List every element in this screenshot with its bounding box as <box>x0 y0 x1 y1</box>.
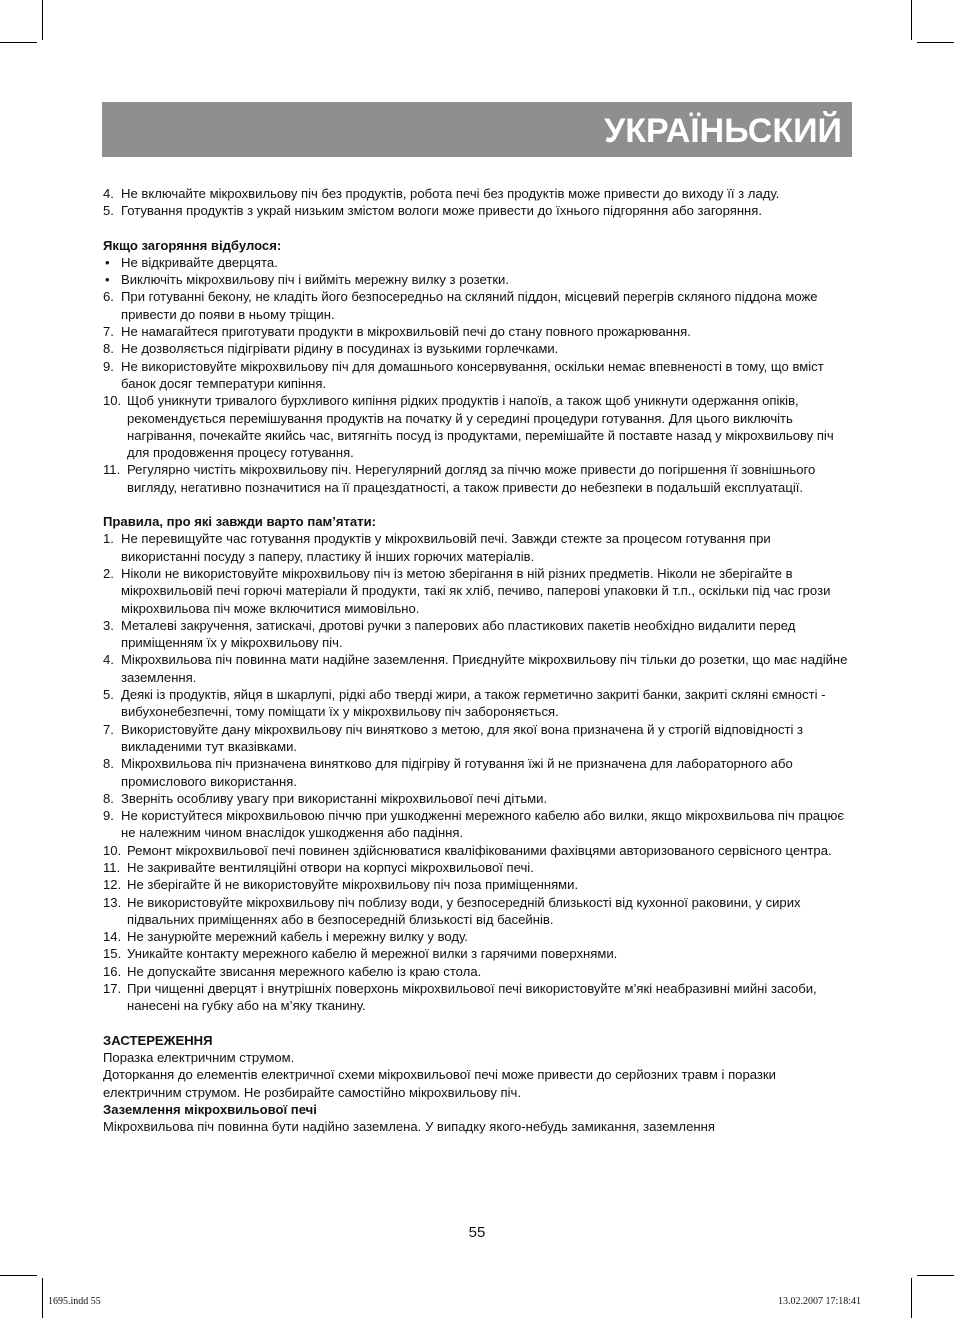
item-number: 7. <box>103 721 114 737</box>
item-text: Використовуйте дану мікрохвильову піч винятково з метою, для якої вона призначена й у строгій відповідності з викладеними тут вказівками. <box>121 721 804 754</box>
item-text: Деякі із продуктів, яйця в шкарлупі, рідкі або тверді жири, а також герметично закриті банки, закриті скляні ємності - вибухонебезпечні, тому поміщати їх у мікрохвильову піч забороняється. <box>121 687 826 720</box>
warning-heading: ЗАСТЕРЕЖЕННЯ <box>103 1032 213 1048</box>
item-text: Не зберігайте й не використовуйте мікрохвильову піч поза приміщеннями. <box>127 877 579 893</box>
item-text: Ніколи не використовуйте мікрохвильову піч із метою зберігання в ній різних предметів. Ніколи не зберігайте в мікрохвильовій печі горючі матеріали й продукти, такі як хліб, печиво, паперові упаковки й т.п., оскільки під час грози мікрохвильова піч може включитися мимовільно. <box>121 565 831 616</box>
crop-mark <box>911 1278 912 1318</box>
list-item <box>103 928 853 945</box>
item-number: 2. <box>103 565 114 581</box>
crop-mark <box>911 0 912 40</box>
list-item <box>103 565 853 617</box>
item-text: Не використовуйте мікрохвильову піч для домашнього консервування, оскільки немає впевненості в тому, що вміст банок досяг температури кипіння. <box>121 358 824 391</box>
language-title: УКРАЇНЬСКИЙ <box>604 112 842 150</box>
list-item <box>103 807 853 842</box>
item-text: Щоб уникнути тривалого бурхливого кипіння рідких продуктів і напоїв, а також щоб уникнути одержання опіків, рекомендується перемішування продуктів на початку й у середині процедури готування. Для цього виключіть нагрівання, почекайте якийсь час, витягніть посуд із продуктами, перемішайте й поставте назад у мікрохвильову піч для продовження процесу готування. <box>127 393 834 461</box>
paragraph: Мікрохвильова піч повинна бути надійно заземлена. У випадку якого-небудь замикання, заземлення <box>103 1119 715 1135</box>
item-text: Уникайте контакту мережного кабелю й мережної вилки з гарячими поверхнями. <box>127 946 618 962</box>
item-text: Мікрохвильова піч призначена винятково для підігріву й готування їжі й не призначена для лабораторного або промислового використання. <box>121 756 793 789</box>
item-number: 5. <box>103 687 114 703</box>
item-text: Не перевищуйте час готування продуктів у мікрохвильовій печі. Завжди стежте за процесом готування при використанні посуду з паперу, пластику й інших горючих матеріалів. <box>121 531 771 564</box>
list-item <box>103 876 853 893</box>
bullet-mark: • <box>105 272 110 288</box>
list-item <box>103 686 853 721</box>
item-number: 1. <box>103 531 114 547</box>
item-text: Не включайте мікрохвильову піч без продуктів, робота печі без продуктів може привести до виходу її з ладу. <box>121 186 780 201</box>
crop-mark <box>917 1275 954 1276</box>
crop-mark <box>917 42 954 43</box>
item-number: 15. <box>103 946 122 962</box>
item-text: Зверніть особливу увагу при використанні мікрохвильової печі дітьми. <box>121 790 548 806</box>
list-item <box>103 461 853 496</box>
list-item <box>103 358 853 393</box>
item-number: 16. <box>103 963 122 979</box>
paragraph: Доторкання до елементів електричної схеми мікрохвильової печі може привести до серйозних травм і поразки електричним струмом. Не розбирайте самостійно мікрохвильову піч. <box>103 1067 776 1100</box>
list-item <box>103 721 853 756</box>
list-item <box>103 963 853 980</box>
list-item <box>103 185 853 202</box>
crop-mark <box>42 0 43 40</box>
item-text: Не допускайте звисання мережного кабелю із краю стола. <box>127 963 482 979</box>
section-subheading: Заземлення мікрохвильової печі <box>103 1101 317 1117</box>
list-item <box>103 945 853 962</box>
crop-mark <box>0 1275 37 1276</box>
item-number: 3. <box>103 617 114 633</box>
item-text: Готування продуктів з украй низьким змістом вологи може привести до їхнього підгоряння або загоряння. <box>121 203 763 219</box>
bullet-text: Не відкривайте дверцята. <box>121 254 278 270</box>
item-text: Регулярно чистіть мікрохвильову піч. Нерегулярний догляд за піччю може привести до погіршення її зовнішнього вигляду, негативно позначитися на її працездатності, а також привести до небезпеки в подальшій експлуатації. <box>127 462 816 495</box>
crop-mark <box>0 42 37 43</box>
item-text: Не закривайте вентиляційні отвори на корпусі мікрохвильової печі. <box>127 859 534 875</box>
list-item <box>103 340 853 357</box>
item-text: Мікрохвильова піч повинна мати надійне заземлення. Приєднуйте мікрохвильову піч тільки до розетки, що має надійне заземлення. <box>121 652 848 685</box>
list-item <box>103 894 853 929</box>
item-number: 10. <box>103 393 122 409</box>
list-item <box>103 842 853 859</box>
page-content <box>103 185 853 1135</box>
language-header-bar <box>102 102 852 157</box>
page-number: 55 <box>468 1224 486 1241</box>
list-item <box>103 980 853 1015</box>
item-text: Не намагайтеся приготувати продукти в мікрохвильовій печі до стану повного прожарювання. <box>121 324 691 340</box>
footer-file-info: 1695.indd 55 <box>48 1296 101 1307</box>
item-number: 4. <box>103 186 114 201</box>
item-number: 4. <box>103 652 114 668</box>
crop-mark <box>42 1278 43 1318</box>
item-number: 7. <box>103 324 114 340</box>
bullet-text: Виключіть мікрохвильову піч і вийміть мережну вилку з розетки. <box>121 272 509 288</box>
list-item <box>103 859 853 876</box>
bullet-mark: • <box>105 254 110 270</box>
item-number: 8. <box>103 790 114 806</box>
list-item <box>103 617 853 652</box>
item-text: При готуванні бекону, не кладіть його безпосередньо на скляний піддон, місцевий перегрів скляного піддона може привести до появи в ньому тріщин. <box>121 289 818 322</box>
list-item <box>103 392 853 461</box>
paragraph: Поразка електричним струмом. <box>103 1049 295 1065</box>
item-text: Не дозволяється підігрівати рідину в посудинах із вузькими горлечками. <box>121 341 559 357</box>
item-text: Не використовуйте мікрохвильову піч поблизу води, у безпосередній близькості від кухонної раковини, у сирих підвальних приміщеннях або в безпосередній близькості від басейнів. <box>127 894 801 927</box>
list-item <box>103 288 853 323</box>
item-text: Ремонт мікрохвильової печі повинен здійснюватися кваліфікованими фахівцями авторизованого сервісного центра. <box>127 842 832 858</box>
list-item <box>103 755 853 790</box>
list-item <box>103 323 853 340</box>
item-number: 9. <box>103 808 114 824</box>
bullet-item <box>103 271 853 288</box>
list-item <box>103 530 853 565</box>
footer-timestamp: 13.02.2007 17:18:41 <box>778 1296 862 1307</box>
item-text: Не користуйтеся мікрохвильовою піччю при ушкодженні мережного кабелю або вилки, якщо мікрохвильова піч працює не належним чином внаслідок ушкодження або падіння. <box>121 808 845 841</box>
item-text: При чищенні дверцят і внутрішніх поверхонь мікрохвильової печі використовуйте м’які неабразивні мийні засоби, нанесені на губку або на м’яку тканину. <box>127 981 817 1014</box>
item-text: Металеві закручення, затискачі, дротові ручки з паперових або пластикових пакетів необхідно видалити перед приміщенням їх у мікрохвильову піч. <box>121 617 796 651</box>
item-number: 10. <box>103 842 122 858</box>
section-heading: Правила, про які завжди варто пам’ятати: <box>103 514 376 530</box>
list-item <box>103 790 853 807</box>
list-item <box>103 202 853 219</box>
item-number: 13. <box>103 894 122 910</box>
item-number: 9. <box>103 358 114 374</box>
bullet-item <box>103 254 853 271</box>
list-item <box>103 651 853 686</box>
item-number: 8. <box>103 341 114 357</box>
item-number: 12. <box>103 877 122 893</box>
item-number: 5. <box>103 203 114 219</box>
item-number: 11. <box>103 462 121 478</box>
item-number: 8. <box>103 756 114 772</box>
item-number: 6. <box>103 289 114 305</box>
item-number: 11. <box>103 859 121 875</box>
section-heading: Якщо загоряння відбулося: <box>103 237 282 253</box>
item-number: 17. <box>103 981 122 997</box>
item-text: Не занурюйте мережний кабель і мережну вилку у воду. <box>127 929 468 945</box>
item-number: 14. <box>103 929 122 945</box>
